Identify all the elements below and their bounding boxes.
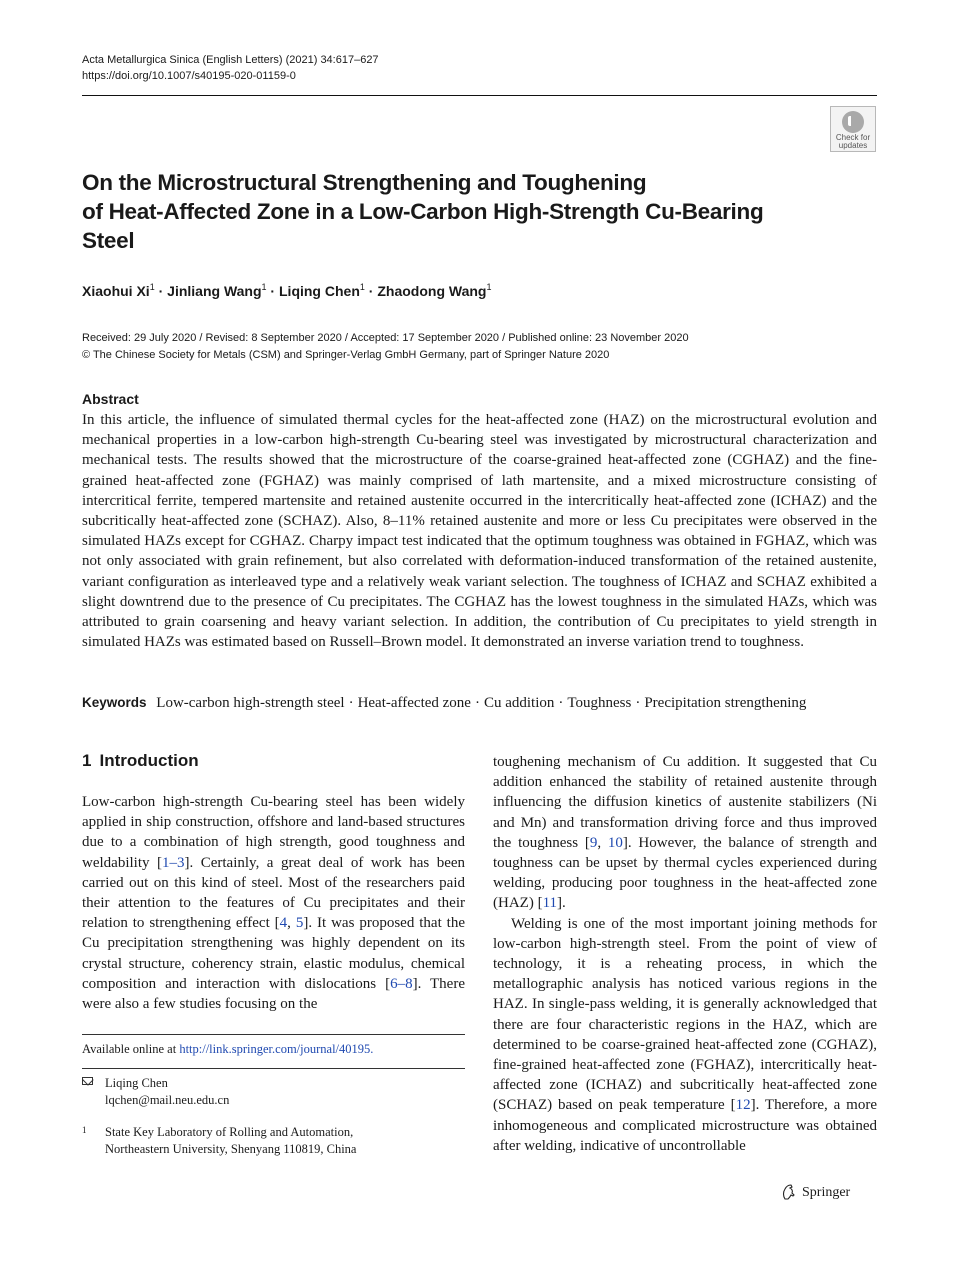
section-title: Introduction xyxy=(99,751,199,770)
doi-link[interactable]: https://doi.org/10.1007/s40195-020-01159-0 xyxy=(82,70,296,82)
keyword-separator: · xyxy=(558,695,564,711)
springer-horse-icon xyxy=(781,1184,796,1201)
author-affiliation-mark: 1 xyxy=(486,282,492,292)
footnote-rule xyxy=(82,1034,465,1035)
keyword: Toughness xyxy=(567,695,632,711)
body-text: toughening mechanism of Cu addition. It suggested that Cu addition enhanced the stability of retained austenite through influencing the diffusion kinetics of austenite stabilizers (Ni and Mn) and transformation driving force and thus improved the toughness [ xyxy=(493,754,877,851)
title-line-1: On the Microstructural Strengthening and Toughening xyxy=(82,170,647,195)
check-for-updates-icon xyxy=(842,111,864,133)
journal-citation: Acta Metallurgica Sinica (English Letters) (2021) 34:617–627 xyxy=(82,54,379,66)
body-text: , xyxy=(287,915,296,932)
check-for-updates-badge[interactable] xyxy=(830,106,876,152)
keyword: Cu addition xyxy=(483,695,555,711)
journal-header xyxy=(82,52,379,84)
citation-link[interactable]: 4 xyxy=(279,915,288,932)
body-text: ]. Certainly, a great deal of work has been carried out on this kind of steel. Most of the researchers paid their attention to the features of Cu precipitates and their relation to strengthening effect [ xyxy=(82,854,466,932)
citation-link[interactable]: 6–8 xyxy=(390,975,413,992)
body-text: ]. It was proposed that the Cu precipitation strengthening was highly dependent on its crystal structure, coherency strain, elastic modulus, chemical composition and interaction with dislocations [ xyxy=(82,915,465,992)
section-number: 1 xyxy=(82,751,92,770)
body-text: ]. xyxy=(557,895,566,912)
body-paragraph xyxy=(493,752,877,914)
author-separator: · xyxy=(364,283,378,299)
header-rule xyxy=(82,95,877,96)
citation-link[interactable]: 9 xyxy=(589,834,598,851)
keyword: Precipitation strengthening xyxy=(644,695,807,711)
body-text: ]. However, the balance of strength and toughness can be upset by thermal cycles experienced during welding, producing poor toughness in the heat-affected zone (HAZ) [ xyxy=(493,834,878,912)
envelope-icon xyxy=(82,1077,93,1085)
title-line-3: Steel xyxy=(82,228,135,253)
keyword: Low-carbon high-strength steel xyxy=(156,695,345,711)
body-text: ]. Therefore, a more inhomogeneous and complicated microstructure was obtained after welding, indicative of uncontrollable xyxy=(493,1097,877,1154)
author-name[interactable]: Zhaodong Wang xyxy=(377,283,487,299)
history-dates: Received: 29 July 2020 / Revised: 8 September 2020 / Accepted: 17 September 2020 / Published online: 23 November 2020 xyxy=(82,332,689,344)
corresponding-author-email[interactable]: lqchen@mail.neu.edu.cn xyxy=(105,1092,230,1107)
citation-link[interactable]: 10 xyxy=(607,834,623,851)
author-name[interactable]: Xiaohui Xi xyxy=(82,283,150,299)
author-affiliation-mark: 1 xyxy=(359,282,365,292)
body-text: ]. There were also a few studies focusing on the xyxy=(82,975,465,1013)
keyword-separator: · xyxy=(474,695,480,711)
body-text: , xyxy=(597,834,608,851)
copyright-line: © The Chinese Society for Metals (CSM) and Springer-Verlag GmbH Germany, part of Springer Nature 2020 xyxy=(82,348,610,361)
author-separator: · xyxy=(154,283,168,299)
author-affiliation-mark: 1 xyxy=(261,282,267,292)
journal-url-link[interactable]: http://link.springer.com/journal/40195. xyxy=(179,1042,374,1056)
keyword: Heat-affected zone xyxy=(357,695,471,711)
affiliation-line-1: State Key Laboratory of Rolling and Automation, xyxy=(105,1125,354,1139)
citation-link[interactable]: 1–3 xyxy=(161,854,185,871)
badge-line-2: updates xyxy=(838,141,868,150)
body-paragraph xyxy=(82,792,465,1014)
available-online-label: Available online at xyxy=(82,1042,180,1056)
corresponding-author xyxy=(82,1075,229,1108)
corresponding-author-name: Liqing Chen xyxy=(105,1076,168,1090)
body-text: Welding is one of the most important joining methods for low-carbon high-strength steel. From the point of view of technology, it is a reheating process, in which the metallographic analysis has noticed various regions in the HAZ. In single-pass welding, it is generally acknowledged that there are four characteristic regions in the HAZ, which are determined to be coarse-grained heat-affected zone (CGHAZ), fine-grained heat-affected zone (FGHAZ), intercritically heat-affected zone (ICHAZ) and subcritically heat-affected zone (SCHAZ) based on peak temperature [ xyxy=(493,915,877,1114)
keywords xyxy=(82,693,877,713)
paper-title xyxy=(82,168,802,255)
author-separator: · xyxy=(266,283,279,299)
badge-line-1: Check for xyxy=(835,133,871,142)
abstract-text: In this article, the influence of simulated thermal cycles for the heat-affected zone (HAZ) on the microstructural evolution and mechanical properties in a low-carbon high-strength Cu-bearing steel was investigated by microstructural characterization and mechanical tests. The results showed that the microstructure of the coarse-grained heat-affected zone (CGHAZ) and the fine-grained heat-affected zone (FGHAZ) was mainly comprised of lath martensite, and a mixed microstructure consisting of intercritical ferrite, tempered martensite and retained austenite occurred in the intercritically heat-affected zone (ICHAZ) and the subcritically heat-affected zone (SCHAZ). Also, 8–11% retained austenite and more or less Cu precipitates were observed in the simulated HAZs except for CGHAZ. Charpy impact test indicated that the optimum toughness was obtained in FGHAZ, which was not only associated with grain refinement, but also correlated with deformation-induced transformation of the retained austenite, variant configuration as interleaved type and a relatively weak variant selection. The toughness of ICHAZ and SCHAZ exhibited a slight downtrend due to the presence of Cu precipitates. The CGHAZ has the lowest toughness in the simulated HAZs, which was attributed to grain coarsening and heavy variant selection. In addition, the contribution of Cu precipitates to yield strength in simulated HAZs was estimated based on Russell–Brown model. It demonstrated an inverse variation trend to toughness. xyxy=(82,412,877,651)
body-column-right xyxy=(493,752,877,1156)
author-list xyxy=(82,282,492,299)
section-heading-introduction xyxy=(82,751,199,771)
publication-dates xyxy=(82,330,689,363)
footnote-rule-2 xyxy=(82,1068,465,1069)
abstract-heading: Abstract xyxy=(82,391,139,407)
author-name[interactable]: Liqing Chen xyxy=(279,283,360,299)
citation-link[interactable]: 12 xyxy=(735,1097,751,1114)
available-online-note xyxy=(82,1042,373,1057)
author-name[interactable]: Jinliang Wang xyxy=(167,283,262,299)
author-affiliation-mark: 1 xyxy=(149,282,155,292)
title-line-2: of Heat-Affected Zone in a Low-Carbon High-Strength Cu-Bearing xyxy=(82,199,764,224)
affiliation-note xyxy=(82,1124,356,1157)
citation-link[interactable]: 11 xyxy=(542,895,558,912)
affiliation-mark: 1 xyxy=(82,1125,87,1135)
keyword-separator: · xyxy=(635,695,641,711)
keywords-label: Keywords xyxy=(82,695,147,710)
affiliation-line-2: Northeastern University, Shenyang 110819, China xyxy=(105,1141,357,1156)
body-paragraph xyxy=(493,914,877,1156)
publisher-logo xyxy=(781,1184,850,1201)
body-text: Low-carbon high-strength Cu-bearing steel has been widely applied in ship construction, offshore and land-based structures due to a combination of high strength, good toughness and weldability [ xyxy=(82,794,465,871)
body-column-left xyxy=(82,792,465,1014)
citation-link[interactable]: 5 xyxy=(295,915,304,932)
keyword-separator: · xyxy=(348,695,354,711)
publisher-name: Springer xyxy=(802,1184,851,1200)
